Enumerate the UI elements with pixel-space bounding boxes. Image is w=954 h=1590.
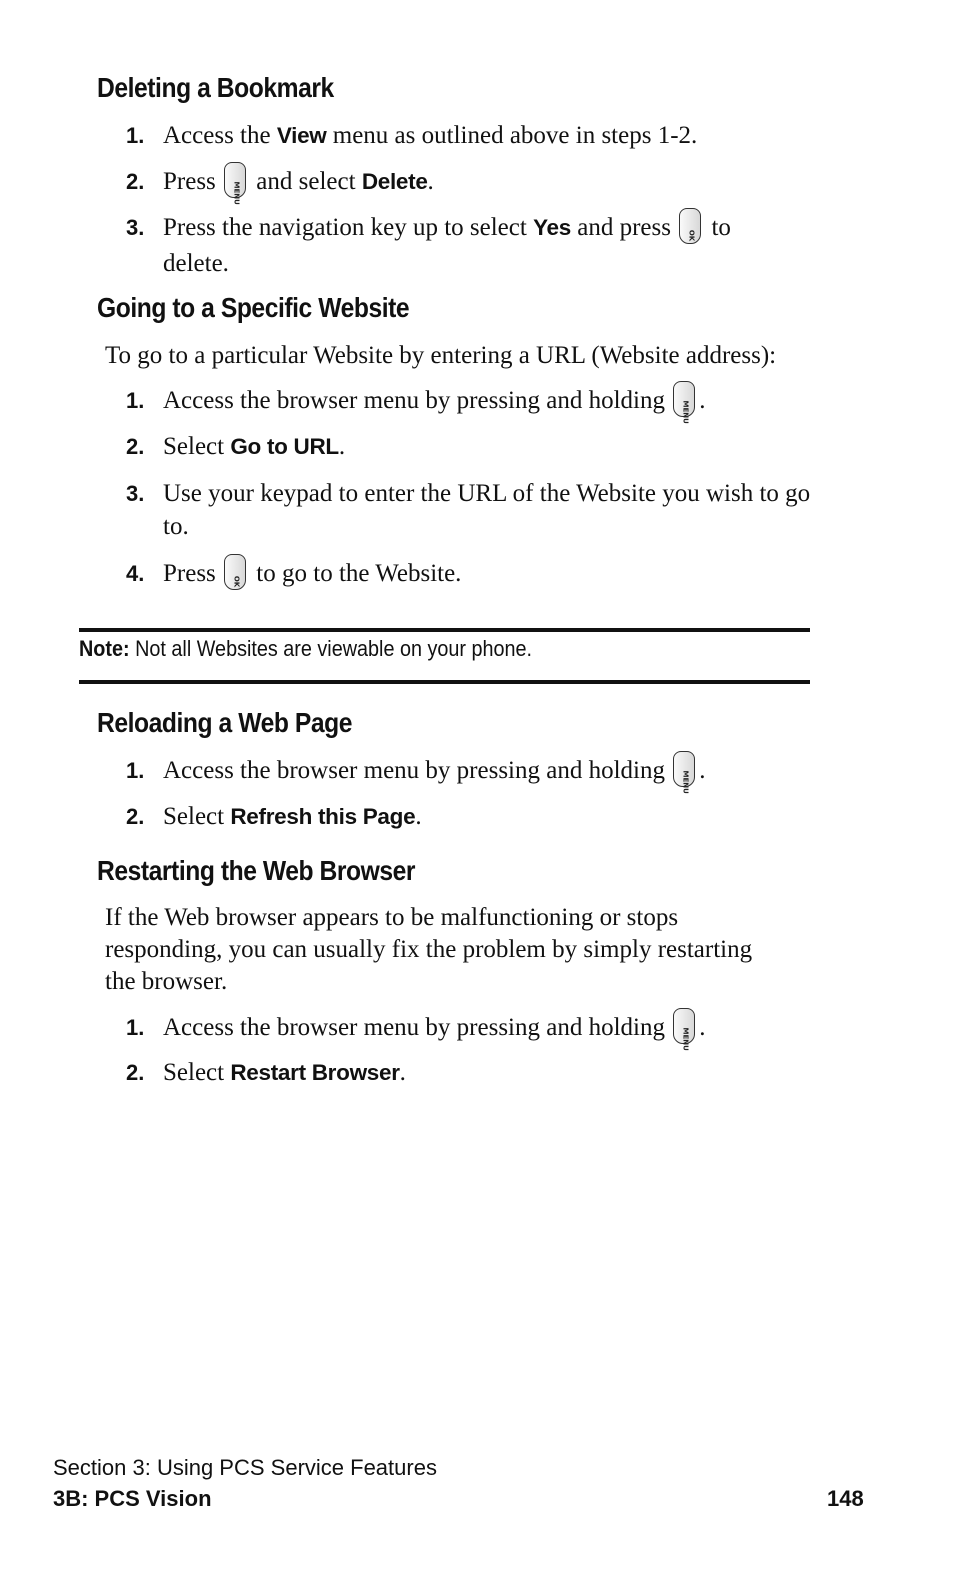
step-number: 2. [126,434,145,459]
step-number: 2. [126,804,145,829]
step-text: Select Refresh this Page. [163,803,422,830]
step-text: Access the browser menu by pressing and holding MENU . [163,384,823,420]
step-text: Use your keypad to enter the URL of the Website you wish to go to. [163,480,811,540]
ok-key-icon: OK [679,208,701,244]
step-number: 2. [126,1060,145,1085]
note-bottom-rule [79,680,810,684]
page-number: 148 [827,1486,864,1511]
step-number: 4. [126,561,145,586]
step-number: 1. [126,123,145,148]
step-number: 2. [126,169,145,194]
step-text: Press MENU and select Delete. [163,165,823,201]
step-text: Press OK to go to the Website. [163,557,823,593]
menu-key-icon: MENU [224,162,246,198]
step-text: Access the View menu as outlined above in steps 1-2. [163,122,698,149]
step-number: 1. [126,758,145,783]
step-text: Access the browser menu by pressing and holding MENU . [163,1011,823,1047]
step-text: Access the browser menu by pressing and holding MENU . [163,754,823,790]
ok-key-icon: OK [224,554,246,590]
note-label: Note: [79,636,130,661]
footer-section-title: Section 3: Using PCS Service Features [53,1455,437,1480]
step-number: 1. [126,388,145,413]
step-text: Select Restart Browser. [163,1059,406,1086]
note-top-rule [79,628,810,632]
step-number: 1. [126,1015,145,1040]
intro-paragraph: If the Web browser appears to be malfunctioning or stops responding, you can usually fix the problem by simply restarting the browser. [105,904,753,995]
intro-paragraph: To go to a particular Website by entering a URL (Website address): [105,342,777,369]
menu-key-icon: MENU [673,751,695,787]
menu-key-icon: MENU [673,1008,695,1044]
footer-chapter-title: 3B: PCS Vision [53,1486,212,1511]
note-text: Note: Not all Websites are viewable on your phone. [79,636,533,661]
section-heading-restarting: Restarting the Web Browser [97,855,416,886]
menu-key-icon: MENU [673,381,695,417]
step-text: Select Go to URL. [163,433,346,460]
step-text: Press the navigation key up to select Yes and press OK to delete. [163,211,763,280]
section-heading-deleting-bookmark: Deleting a Bookmark [97,72,334,103]
section-heading-specific-website: Going to a Specific Website [97,292,410,323]
step-number: 3. [126,215,145,240]
step-number: 3. [126,481,145,506]
section-heading-reloading: Reloading a Web Page [97,707,353,738]
